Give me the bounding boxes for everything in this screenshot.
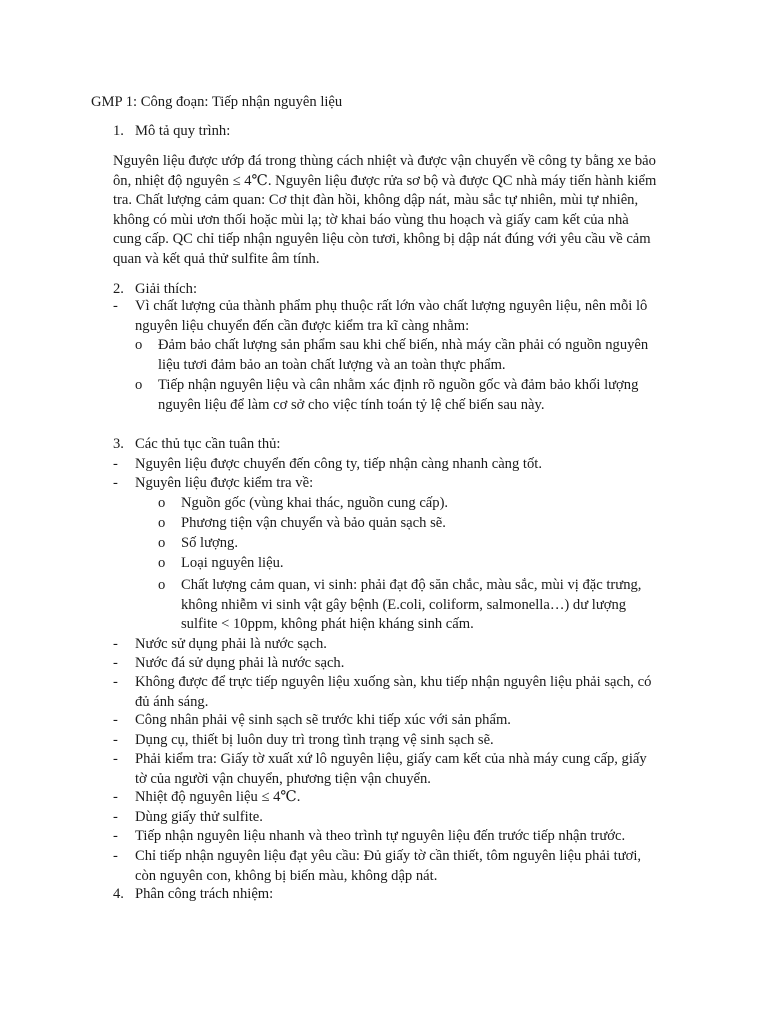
list-item [113,297,688,336]
dash-marker: - [113,636,118,652]
bullet-marker: o [158,515,166,531]
section-1-number: 1. [113,123,124,139]
section-4-heading [113,885,273,905]
list-item-line: Dụng cụ, thiết bị luôn duy trì trong tình trạng vệ sinh sạch sẽ. [135,732,494,748]
dash-marker: - [113,456,118,472]
dash-marker: - [113,828,118,844]
sub-list-item-line: sulfite < 10ppm, không phát hiện kháng sinh cấm. [181,616,474,632]
dash-marker: - [113,674,118,690]
list-item [113,731,688,751]
sub-list-item-line: Nguồn gốc (vùng khai thác, nguồn cung cấp). [181,495,449,511]
bullet-marker: o [135,337,143,353]
sub-list-item-line: không nhiễm vi sinh vật gây bệnh (E.coli, coliform, salmonella…) dư lượng [181,596,627,613]
list-item-line: Vì chất lượng của thành phẩm phụ thuộc rất lớn vào chất lượng nguyên liệu, nên mỗi lô [135,298,648,314]
list-item-line: Chỉ tiếp nhận nguyên liệu đạt yêu cầu: Đủ giấy tờ cần thiết, tôm nguyên liệu phải tươi, [135,848,642,864]
paragraph-line: ôn, nhiệt độ nguyên ≤ 4℃. Nguyên liệu được rửa sơ bộ và được QC nhà máy tiến hành kiểm [113,172,657,189]
sub-list-item [135,336,675,375]
dash-marker: - [113,751,118,767]
list-item [113,635,688,655]
sub-list-item-line: nguyên liệu để làm cơ sở cho việc tính toán tỷ lệ chế biến sau này. [158,396,545,413]
list-item-line: đủ ánh sáng. [135,693,209,710]
sub-list-item [158,534,698,554]
sub-list-item-line: Phương tiện vận chuyển và bảo quản sạch sẽ. [181,515,446,531]
list-item-line: còn nguyên con, không bị biến màu, không dập nát. [135,867,438,884]
dash-marker: - [113,732,118,748]
paragraph-line: cung cấp. QC chỉ tiếp nhận nguyên liệu còn tươi, không bị dập nát đúng với yêu cầu về cảm [113,231,651,247]
list-item-line: Nước sử dụng phải là nước sạch. [135,636,327,652]
sub-list-item-line: liệu tươi đảm bảo an toàn chất lượng và an toàn thực phẩm. [158,356,506,373]
list-item-line: tờ của người vận chuyển, phương tiện vận chuyển. [135,770,431,787]
section-2-number: 2. [113,281,124,297]
bullet-marker: o [158,555,166,571]
list-item-line: nguyên liệu chuyển đến cần được kiểm tra kĩ càng nhằm: [135,317,470,334]
section-4-number: 4. [113,886,124,902]
dash-marker: - [113,655,118,671]
dash-marker: - [113,712,118,728]
bullet-marker: o [135,377,143,393]
sub-list-item [135,376,675,415]
list-item [113,750,688,789]
dash-marker: - [113,848,118,864]
section-1-paragraph [113,152,688,269]
list-item-line: Nguyên liệu được chuyển đến công ty, tiếp nhận càng nhanh càng tốt. [135,456,542,472]
list-item-line: Nguyên liệu được kiểm tra về: [135,475,314,491]
sub-list-item [158,554,698,574]
list-item-line: Nhiệt độ nguyên liệu ≤ 4℃. [135,789,301,805]
section-1-heading [113,122,230,142]
dash-marker: - [113,789,118,805]
sub-list-item-line: Tiếp nhận nguyên liệu và cân nhằm xác định rõ nguồn gốc và đảm bảo khối lượng [158,377,639,393]
sub-list-item [158,494,698,514]
bullet-marker: o [158,495,166,511]
list-item [113,673,688,712]
paragraph-line: không có mùi ươn thối hoặc mùi lạ; tờ khai báo vùng thu hoạch và giấy cam kết của nhà [113,211,629,228]
bullet-marker: o [158,535,166,551]
list-item [113,474,688,494]
sub-list-item [158,514,698,534]
list-item [113,654,688,674]
sub-list-item-line: Chất lượng cảm quan, vi sinh: phải đạt độ săn chắc, màu sắc, mùi vị đặc trưng, [181,577,642,593]
dash-marker: - [113,298,118,314]
list-item [113,711,688,731]
paragraph-line: tra. Chất lượng cảm quan: Cơ thịt đàn hồi, không dập nát, màu sắc tự nhiên, mùi tự nhiên, [113,192,639,208]
document-title: GMP 1: Công đoạn: Tiếp nhận nguyên liệu [91,94,343,110]
dash-marker: - [113,475,118,491]
paragraph-line: quan và kết quả thử sulfite âm tính. [113,250,320,267]
section-3-heading [113,435,281,455]
sub-list-item [158,576,698,635]
list-item-line: Công nhân phải vệ sinh sạch sẽ trước khi tiếp xúc với sản phẩm. [135,712,511,728]
sub-list-item-line: Số lượng. [181,535,238,551]
list-item [113,788,688,808]
section-1-title: Mô tả quy trình: [135,123,231,139]
list-item [113,827,688,847]
sub-list-item-line: Đảm bảo chất lượng sản phẩm sau khi chế biến, nhà máy cần phải có nguồn nguyên [158,337,649,353]
list-item [113,808,688,828]
list-item-line: Dùng giấy thử sulfite. [135,809,263,825]
section-4-title: Phân công trách nhiệm: [135,886,274,902]
paragraph-line: Nguyên liệu được ướp đá trong thùng cách nhiệt và được vận chuyển về công ty bằng xe bảo [113,153,656,169]
bullet-marker: o [158,577,166,593]
list-item-line: Phải kiểm tra: Giấy tờ xuất xứ lô nguyên liệu, giấy cam kết của nhà máy cung cấp, giấy [135,751,647,767]
list-item [113,847,688,886]
list-item-line: Không được để trực tiếp nguyên liệu xuống sàn, khu tiếp nhận nguyên liệu phải sạch, có [135,674,652,690]
list-item-line: Nước đá sử dụng phải là nước sạch. [135,655,345,671]
dash-marker: - [113,809,118,825]
section-2-title: Giải thích: [135,281,198,297]
list-item-line: Tiếp nhận nguyên liệu nhanh và theo trình tự nguyên liệu đến trước tiếp nhận trước. [135,828,626,844]
section-3-title: Các thủ tục cần tuân thủ: [135,436,281,452]
sub-list-item-line: Loại nguyên liệu. [181,555,284,571]
list-item [113,455,688,475]
section-3-number: 3. [113,436,124,452]
